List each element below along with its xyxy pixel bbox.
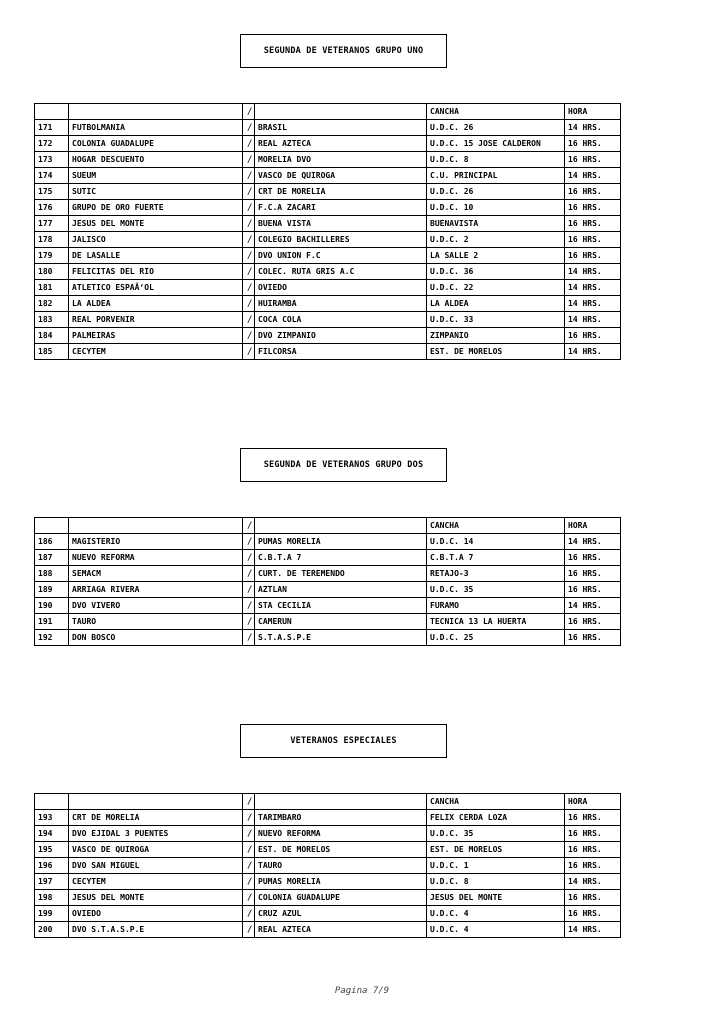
field-cell: U.D.C. 8 — [427, 874, 565, 890]
field-cell: U.D.C. 35 — [427, 826, 565, 842]
home-team-cell: SEMACM — [69, 566, 243, 582]
table-header-row — [35, 104, 621, 120]
home-team-cell: ATLETICO ESPAÃ‘OL — [69, 280, 243, 296]
time-cell: 14 HRS. — [565, 344, 621, 360]
field-cell: FELIX CERDA LOZA — [427, 810, 565, 826]
match-number-cell: 172 — [35, 136, 69, 152]
away-team-cell: C.B.T.A 7 — [255, 550, 427, 566]
home-team-cell: FUTBOLMANIA — [69, 120, 243, 136]
match-number-cell: 171 — [35, 120, 69, 136]
time-cell: 14 HRS. — [565, 312, 621, 328]
table-row — [35, 550, 621, 566]
home-team-cell: TAURO — [69, 614, 243, 630]
match-number-cell: 191 — [35, 614, 69, 630]
separator-cell: / — [243, 184, 255, 200]
away-team-cell: COCA COLA — [255, 312, 427, 328]
field-cell: U.D.C. 35 — [427, 582, 565, 598]
home-team-cell — [69, 104, 243, 120]
match-number-cell: 182 — [35, 296, 69, 312]
home-team-cell: CECYTEM — [69, 874, 243, 890]
match-number-cell: 194 — [35, 826, 69, 842]
home-team-cell: SUTIC — [69, 184, 243, 200]
time-cell: 16 HRS. — [565, 328, 621, 344]
time-cell: 16 HRS. — [565, 216, 621, 232]
away-team-cell: COLEGIO BACHILLERES — [255, 232, 427, 248]
field-cell: ZIMPANIO — [427, 328, 565, 344]
separator-cell: / — [243, 598, 255, 614]
home-team-cell: DVO VIVERO — [69, 598, 243, 614]
separator-cell: / — [243, 200, 255, 216]
time-cell: 16 HRS. — [565, 136, 621, 152]
away-team-cell: BRASIL — [255, 120, 427, 136]
separator-cell: / — [243, 906, 255, 922]
table-row — [35, 630, 621, 646]
time-cell: 14 HRS. — [565, 922, 621, 938]
away-team-cell: STA CECILIA — [255, 598, 427, 614]
match-number-cell: 175 — [35, 184, 69, 200]
match-number-cell — [35, 794, 69, 810]
section-title: SEGUNDA DE VETERANOS GRUPO UNO — [240, 34, 447, 68]
time-cell: 16 HRS. — [565, 248, 621, 264]
away-team-cell: AZTLAN — [255, 582, 427, 598]
match-number-cell: 180 — [35, 264, 69, 280]
match-number-cell: 190 — [35, 598, 69, 614]
time-cell: 16 HRS. — [565, 614, 621, 630]
field-cell: U.D.C. 1 — [427, 858, 565, 874]
time-cell: 16 HRS. — [565, 232, 621, 248]
field-cell: TECNICA 13 LA HUERTA — [427, 614, 565, 630]
table-row — [35, 906, 621, 922]
match-number-cell: 178 — [35, 232, 69, 248]
time-cell: 16 HRS. — [565, 858, 621, 874]
table-row — [35, 842, 621, 858]
separator-cell: / — [243, 120, 255, 136]
table-header-row — [35, 794, 621, 810]
away-team-cell: CAMERUN — [255, 614, 427, 630]
away-team-cell: DVO ZIMPANIO — [255, 328, 427, 344]
table-row — [35, 598, 621, 614]
separator-cell: / — [243, 312, 255, 328]
home-team-cell: LA ALDEA — [69, 296, 243, 312]
separator-cell: / — [243, 296, 255, 312]
match-number-cell: 196 — [35, 858, 69, 874]
home-team-cell: VASCO DE QUIROGA — [69, 842, 243, 858]
field-cell: U.D.C. 10 — [427, 200, 565, 216]
home-team-cell: PALMEIRAS — [69, 328, 243, 344]
field-cell: U.D.C. 4 — [427, 906, 565, 922]
table-row — [35, 566, 621, 582]
time-cell: 16 HRS. — [565, 890, 621, 906]
field-cell: BUENAVISTA — [427, 216, 565, 232]
away-team-cell: BUENA VISTA — [255, 216, 427, 232]
time-cell: 16 HRS. — [565, 200, 621, 216]
match-number-cell: 197 — [35, 874, 69, 890]
home-team-cell: DVO EJIDAL 3 PUENTES — [69, 826, 243, 842]
field-cell: EST. DE MORELOS — [427, 344, 565, 360]
match-number-cell: 193 — [35, 810, 69, 826]
away-team-cell — [255, 794, 427, 810]
field-cell: U.D.C. 26 — [427, 184, 565, 200]
field-cell: U.D.C. 8 — [427, 152, 565, 168]
field-cell: JESUS DEL MONTE — [427, 890, 565, 906]
table-row — [35, 328, 621, 344]
match-number-cell: 183 — [35, 312, 69, 328]
table-row — [35, 858, 621, 874]
table-row — [35, 168, 621, 184]
time-cell: 16 HRS. — [565, 184, 621, 200]
separator-cell: / — [243, 566, 255, 582]
home-team-cell: GRUPO DE ORO FUERTE — [69, 200, 243, 216]
match-number-cell: 181 — [35, 280, 69, 296]
match-number-cell: 188 — [35, 566, 69, 582]
away-team-cell: OVIEDO — [255, 280, 427, 296]
fixtures-table — [34, 103, 621, 360]
field-cell: LA SALLE 2 — [427, 248, 565, 264]
home-team-cell: FELICITAS DEL RIO — [69, 264, 243, 280]
separator-cell: / — [243, 842, 255, 858]
field-cell: U.D.C. 4 — [427, 922, 565, 938]
separator-cell: / — [243, 630, 255, 646]
table-row — [35, 614, 621, 630]
away-team-cell: CRT DE MORELIA — [255, 184, 427, 200]
time-cell: 14 HRS. — [565, 264, 621, 280]
table-row — [35, 810, 621, 826]
match-number-cell: 189 — [35, 582, 69, 598]
time-cell: 14 HRS. — [565, 874, 621, 890]
table-row — [35, 248, 621, 264]
section-title: VETERANOS ESPECIALES — [240, 724, 447, 758]
away-team-cell: FILCORSA — [255, 344, 427, 360]
home-team-cell: DE LASALLE — [69, 248, 243, 264]
separator-cell: / — [243, 518, 255, 534]
away-team-cell: TAURO — [255, 858, 427, 874]
field-cell: U.D.C. 15 JOSE CALDERON — [427, 136, 565, 152]
away-team-cell: REAL AZTECA — [255, 136, 427, 152]
table-row — [35, 136, 621, 152]
field-cell: U.D.C. 14 — [427, 534, 565, 550]
match-number-cell — [35, 518, 69, 534]
table-row — [35, 890, 621, 906]
home-team-cell: OVIEDO — [69, 906, 243, 922]
separator-cell: / — [243, 104, 255, 120]
time-cell: 16 HRS. — [565, 810, 621, 826]
field-cell: C.B.T.A 7 — [427, 550, 565, 566]
field-cell: U.D.C. 33 — [427, 312, 565, 328]
time-cell: 14 HRS. — [565, 296, 621, 312]
home-team-cell — [69, 518, 243, 534]
match-number-cell: 176 — [35, 200, 69, 216]
away-team-cell: MORELIA DVO — [255, 152, 427, 168]
match-number-cell: 187 — [35, 550, 69, 566]
time-cell: 16 HRS. — [565, 582, 621, 598]
separator-cell: / — [243, 874, 255, 890]
away-team-cell: VASCO DE QUIROGA — [255, 168, 427, 184]
home-team-cell: MAGISTERIO — [69, 534, 243, 550]
time-cell: 16 HRS. — [565, 550, 621, 566]
time-cell: 14 HRS. — [565, 168, 621, 184]
time-cell: 16 HRS. — [565, 566, 621, 582]
home-team-cell: NUEVO REFORMA — [69, 550, 243, 566]
time-cell: HORA — [565, 518, 621, 534]
match-number-cell: 192 — [35, 630, 69, 646]
time-cell: HORA — [565, 794, 621, 810]
table-row — [35, 582, 621, 598]
match-number-cell: 199 — [35, 906, 69, 922]
table-row — [35, 922, 621, 938]
field-cell: RETAJO-3 — [427, 566, 565, 582]
away-team-cell: HUIRAMBA — [255, 296, 427, 312]
home-team-cell: DON BOSCO — [69, 630, 243, 646]
separator-cell: / — [243, 890, 255, 906]
home-team-cell: HOGAR DESCUENTO — [69, 152, 243, 168]
separator-cell: / — [243, 922, 255, 938]
separator-cell: / — [243, 136, 255, 152]
separator-cell: / — [243, 810, 255, 826]
table-row — [35, 874, 621, 890]
away-team-cell: CURT. DE TEREMENDO — [255, 566, 427, 582]
time-cell: 14 HRS. — [565, 120, 621, 136]
away-team-cell: COLEC. RUTA GRIS A.C — [255, 264, 427, 280]
home-team-cell: REAL PORVENIR — [69, 312, 243, 328]
separator-cell: / — [243, 248, 255, 264]
time-cell: 16 HRS. — [565, 906, 621, 922]
table-header-row — [35, 518, 621, 534]
fixtures-table — [34, 793, 621, 938]
away-team-cell: S.T.A.S.P.E — [255, 630, 427, 646]
home-team-cell: JALISCO — [69, 232, 243, 248]
match-number-cell: 173 — [35, 152, 69, 168]
table-row — [35, 264, 621, 280]
separator-cell: / — [243, 152, 255, 168]
time-cell: 14 HRS. — [565, 534, 621, 550]
table-row — [35, 826, 621, 842]
time-cell: 16 HRS. — [565, 152, 621, 168]
separator-cell: / — [243, 216, 255, 232]
table-row — [35, 312, 621, 328]
away-team-cell — [255, 104, 427, 120]
match-number-cell: 195 — [35, 842, 69, 858]
table-row — [35, 216, 621, 232]
field-cell: U.D.C. 26 — [427, 120, 565, 136]
separator-cell: / — [243, 534, 255, 550]
fixtures-table — [34, 517, 621, 646]
home-team-cell: CRT DE MORELIA — [69, 810, 243, 826]
home-team-cell: ARRIAGA RIVERA — [69, 582, 243, 598]
home-team-cell: SUEUM — [69, 168, 243, 184]
separator-cell: / — [243, 550, 255, 566]
table-row — [35, 296, 621, 312]
away-team-cell: CRUZ AZUL — [255, 906, 427, 922]
table-row — [35, 152, 621, 168]
separator-cell: / — [243, 826, 255, 842]
home-team-cell: CECYTEM — [69, 344, 243, 360]
away-team-cell: COLONIA GUADALUPE — [255, 890, 427, 906]
time-cell: 14 HRS. — [565, 280, 621, 296]
home-team-cell: COLONIA GUADALUPE — [69, 136, 243, 152]
match-number-cell: 198 — [35, 890, 69, 906]
time-cell: HORA — [565, 104, 621, 120]
time-cell: 16 HRS. — [565, 630, 621, 646]
field-cell: CANCHA — [427, 794, 565, 810]
match-number-cell: 174 — [35, 168, 69, 184]
field-cell: LA ALDEA — [427, 296, 565, 312]
time-cell: 16 HRS. — [565, 842, 621, 858]
match-number-cell: 186 — [35, 534, 69, 550]
field-cell: U.D.C. 2 — [427, 232, 565, 248]
table-row — [35, 232, 621, 248]
field-cell: EST. DE MORELOS — [427, 842, 565, 858]
away-team-cell: PUMAS MORELIA — [255, 534, 427, 550]
away-team-cell: F.C.A ZACARI — [255, 200, 427, 216]
away-team-cell: NUEVO REFORMA — [255, 826, 427, 842]
field-cell: U.D.C. 36 — [427, 264, 565, 280]
match-number-cell: 200 — [35, 922, 69, 938]
match-number-cell: 185 — [35, 344, 69, 360]
separator-cell: / — [243, 168, 255, 184]
away-team-cell: EST. DE MORELOS — [255, 842, 427, 858]
away-team-cell: PUMAS MORELIA — [255, 874, 427, 890]
separator-cell: / — [243, 280, 255, 296]
separator-cell: / — [243, 794, 255, 810]
home-team-cell: JESUS DEL MONTE — [69, 216, 243, 232]
field-cell: CANCHA — [427, 518, 565, 534]
table-row — [35, 120, 621, 136]
away-team-cell: TARIMBARO — [255, 810, 427, 826]
separator-cell: / — [243, 264, 255, 280]
home-team-cell: DVO SAN MIGUEL — [69, 858, 243, 874]
time-cell: 16 HRS. — [565, 826, 621, 842]
away-team-cell: REAL AZTECA — [255, 922, 427, 938]
time-cell: 14 HRS. — [565, 598, 621, 614]
section-title: SEGUNDA DE VETERANOS GRUPO DOS — [240, 448, 447, 482]
home-team-cell: DVO S.T.A.S.P.E — [69, 922, 243, 938]
page-number: Pagina 7/9 — [334, 986, 390, 996]
separator-cell: / — [243, 582, 255, 598]
table-row — [35, 344, 621, 360]
away-team-cell — [255, 518, 427, 534]
away-team-cell: DVO UNION F.C — [255, 248, 427, 264]
match-number-cell: 179 — [35, 248, 69, 264]
separator-cell: / — [243, 328, 255, 344]
match-number-cell — [35, 104, 69, 120]
separator-cell: / — [243, 344, 255, 360]
field-cell: U.D.C. 22 — [427, 280, 565, 296]
table-row — [35, 200, 621, 216]
field-cell: C.U. PRINCIPAL — [427, 168, 565, 184]
table-row — [35, 184, 621, 200]
home-team-cell — [69, 794, 243, 810]
table-row — [35, 534, 621, 550]
field-cell: FURAMO — [427, 598, 565, 614]
field-cell: CANCHA — [427, 104, 565, 120]
match-number-cell: 177 — [35, 216, 69, 232]
separator-cell: / — [243, 858, 255, 874]
separator-cell: / — [243, 232, 255, 248]
home-team-cell: JESUS DEL MONTE — [69, 890, 243, 906]
table-row — [35, 280, 621, 296]
separator-cell: / — [243, 614, 255, 630]
match-number-cell: 184 — [35, 328, 69, 344]
field-cell: U.D.C. 25 — [427, 630, 565, 646]
